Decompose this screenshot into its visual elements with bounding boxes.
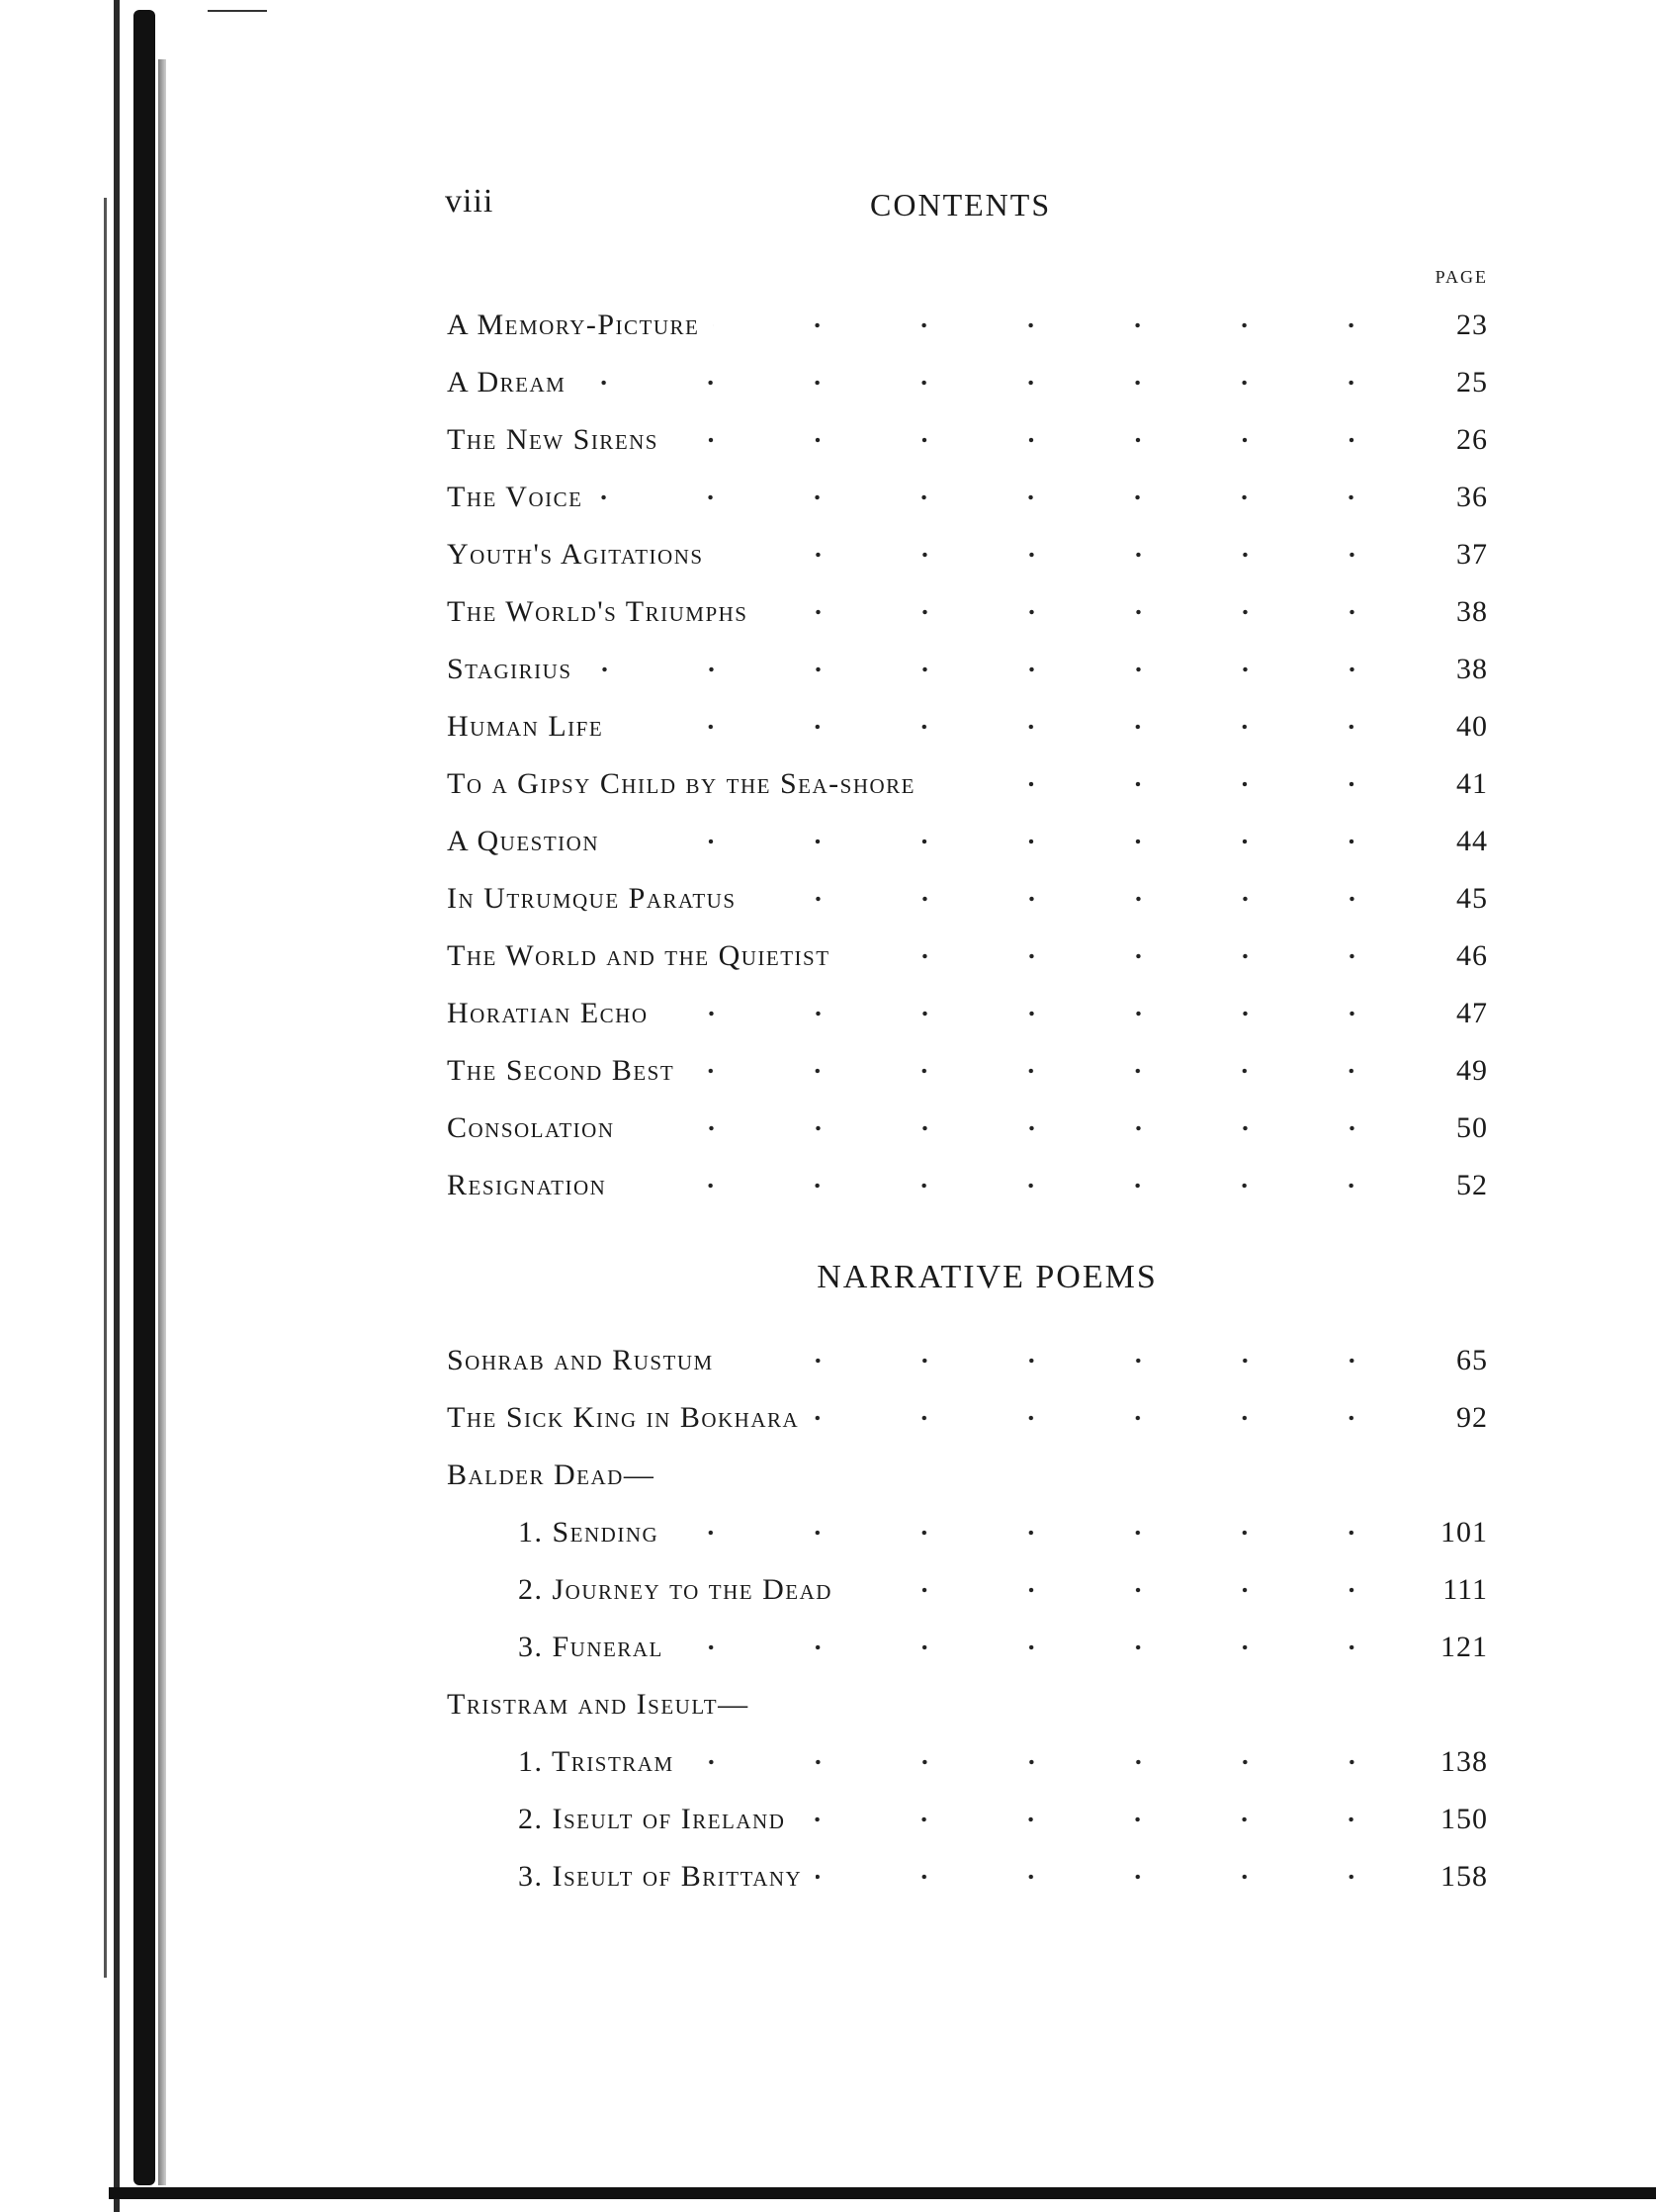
dot-leaders xyxy=(728,1346,1405,1375)
toc-entry-title: Consolation xyxy=(447,1111,615,1144)
toc-entry-page: 36 xyxy=(1456,481,1488,513)
toc-entry-page: 38 xyxy=(1456,595,1488,628)
toc-entry-title: To a Gipsy Child by the Sea-shore xyxy=(447,767,916,800)
toc-entry-title: A Memory-Picture xyxy=(447,309,700,341)
toc-entry[interactable] xyxy=(447,928,1488,985)
toc-entry[interactable] xyxy=(447,755,1488,813)
dot-leaders xyxy=(586,655,1406,684)
section-heading: NARRATIVE POEMS xyxy=(817,1259,1158,1295)
toc-entry-page: 44 xyxy=(1456,825,1488,857)
toc-entry-title: The Second Best xyxy=(447,1054,675,1087)
toc-entry-title: In Utrumque Paratus xyxy=(447,882,737,915)
toc-entry-page: 38 xyxy=(1456,653,1488,685)
toc-entry[interactable] xyxy=(447,813,1488,870)
toc-entry-title: Youth's Agitations xyxy=(447,538,704,571)
toc-entry-page: 46 xyxy=(1456,939,1488,972)
toc-group-heading xyxy=(447,1676,1488,1733)
dot-leaders xyxy=(688,1747,1405,1777)
toc-entry-title: Horatian Echo xyxy=(447,997,649,1029)
toc-entry[interactable] xyxy=(447,583,1488,641)
toc-entry-title: 1. Sending xyxy=(518,1516,659,1548)
toc-entry[interactable] xyxy=(447,1100,1488,1157)
toc-list-narrative xyxy=(447,1332,1488,1905)
toc-entry-page: 158 xyxy=(1440,1860,1488,1893)
toc-group-title: Tristram and Iseult— xyxy=(447,1688,749,1721)
toc-entry[interactable] xyxy=(447,1389,1488,1447)
toc-entry-page: 41 xyxy=(1456,767,1488,800)
dot-leaders xyxy=(672,425,1405,455)
dot-leaders xyxy=(620,1171,1405,1200)
dot-leaders xyxy=(844,941,1405,971)
page-column-label: PAGE xyxy=(1435,267,1488,287)
toc-entry-page: 25 xyxy=(1456,366,1488,398)
toc-entry-page: 23 xyxy=(1456,309,1488,341)
dot-leaders xyxy=(613,827,1405,856)
toc-entry[interactable] xyxy=(447,411,1488,469)
dot-leaders xyxy=(750,884,1405,914)
dot-leaders xyxy=(617,712,1405,742)
toc-entry[interactable] xyxy=(447,354,1488,411)
toc-entry-title: The World's Triumphs xyxy=(447,595,748,628)
toc-entry[interactable] xyxy=(447,1042,1488,1100)
toc-entry-page: 45 xyxy=(1456,882,1488,915)
toc-entry-page: 150 xyxy=(1440,1803,1488,1835)
dot-leaders xyxy=(846,1575,1405,1605)
toc-entry-page: 50 xyxy=(1456,1111,1488,1144)
toc-entry-page: 37 xyxy=(1456,538,1488,571)
page-folio: viii xyxy=(445,183,494,220)
toc-entry[interactable] xyxy=(447,641,1488,698)
dot-leaders xyxy=(629,1113,1405,1143)
dot-leaders xyxy=(662,999,1406,1028)
toc-entry-title: The New Sirens xyxy=(447,423,658,456)
page-header xyxy=(445,183,1488,232)
dot-leaders xyxy=(929,769,1405,799)
toc-entry-page: 26 xyxy=(1456,423,1488,456)
toc-entry-title: Resignation xyxy=(447,1169,607,1201)
toc-entry[interactable] xyxy=(447,297,1488,354)
toc-entry[interactable] xyxy=(447,526,1488,583)
toc-group-title: Balder Dead— xyxy=(447,1459,655,1491)
scan-bottom-edge xyxy=(109,2187,1656,2199)
toc-entry-page: 111 xyxy=(1442,1573,1488,1606)
dot-leaders xyxy=(677,1633,1405,1662)
toc-subentry[interactable] xyxy=(447,1848,1488,1905)
binding-edge xyxy=(104,0,173,2212)
toc-entry-page: 47 xyxy=(1456,997,1488,1029)
toc-entry-page: 65 xyxy=(1456,1344,1488,1376)
dot-leaders xyxy=(672,1518,1405,1548)
toc-entry[interactable] xyxy=(447,1332,1488,1389)
toc-entry-title: Stagirius xyxy=(447,653,572,685)
dot-leaders xyxy=(813,1403,1405,1433)
toc-entry-title: 3. Funeral xyxy=(518,1631,663,1663)
toc-entry-page: 121 xyxy=(1440,1631,1488,1663)
dot-leaders xyxy=(762,597,1406,627)
toc-entry-page: 49 xyxy=(1456,1054,1488,1087)
toc-entry[interactable] xyxy=(447,870,1488,928)
dot-leaders xyxy=(799,1805,1405,1834)
toc-entry-title: A Question xyxy=(447,825,599,857)
toc-list-lyric xyxy=(447,297,1488,1214)
dot-leaders xyxy=(579,368,1405,398)
toc-subentry[interactable] xyxy=(447,1791,1488,1848)
toc-entry-title: 3. Iseult of Brittany xyxy=(518,1860,803,1893)
toc-entry[interactable] xyxy=(447,1157,1488,1214)
toc-entry[interactable] xyxy=(447,985,1488,1042)
toc-entry-page: 138 xyxy=(1440,1745,1488,1778)
toc-entry-title: 2. Iseult of Ireland xyxy=(518,1803,786,1835)
toc-entry-page: 40 xyxy=(1456,710,1488,743)
toc-entry[interactable] xyxy=(447,698,1488,755)
toc-entry-title: Sohrab and Rustum xyxy=(447,1344,714,1376)
toc-entry-title: 2. Journey to the Dead xyxy=(518,1573,832,1606)
dot-leaders xyxy=(816,1862,1405,1892)
toc-subentry[interactable] xyxy=(447,1561,1488,1619)
toc-subentry[interactable] xyxy=(447,1733,1488,1791)
toc-entry-page: 52 xyxy=(1456,1169,1488,1201)
dot-leaders xyxy=(596,483,1405,512)
dot-leaders xyxy=(688,1056,1405,1086)
dot-leaders xyxy=(713,310,1405,340)
toc-entry-title: 1. Tristram xyxy=(518,1745,674,1778)
toc-group-heading xyxy=(447,1447,1488,1504)
toc-entry-page: 92 xyxy=(1456,1401,1488,1434)
toc-subentry[interactable] xyxy=(447,1504,1488,1561)
toc-entry-title: The Voice xyxy=(447,481,583,513)
dot-leaders xyxy=(718,540,1405,570)
toc-entry[interactable] xyxy=(447,469,1488,526)
toc-entry-title: The World and the Quietist xyxy=(447,939,830,972)
toc-subentry[interactable] xyxy=(447,1619,1488,1676)
running-title: CONTENTS xyxy=(870,187,1052,222)
toc-entry-title: Human Life xyxy=(447,710,604,743)
toc-entry-title: A Dream xyxy=(447,366,567,398)
toc-entry-page: 101 xyxy=(1440,1516,1488,1548)
toc-entry-title: The Sick King in Bokhara xyxy=(447,1401,800,1434)
scan-mark xyxy=(208,10,267,12)
